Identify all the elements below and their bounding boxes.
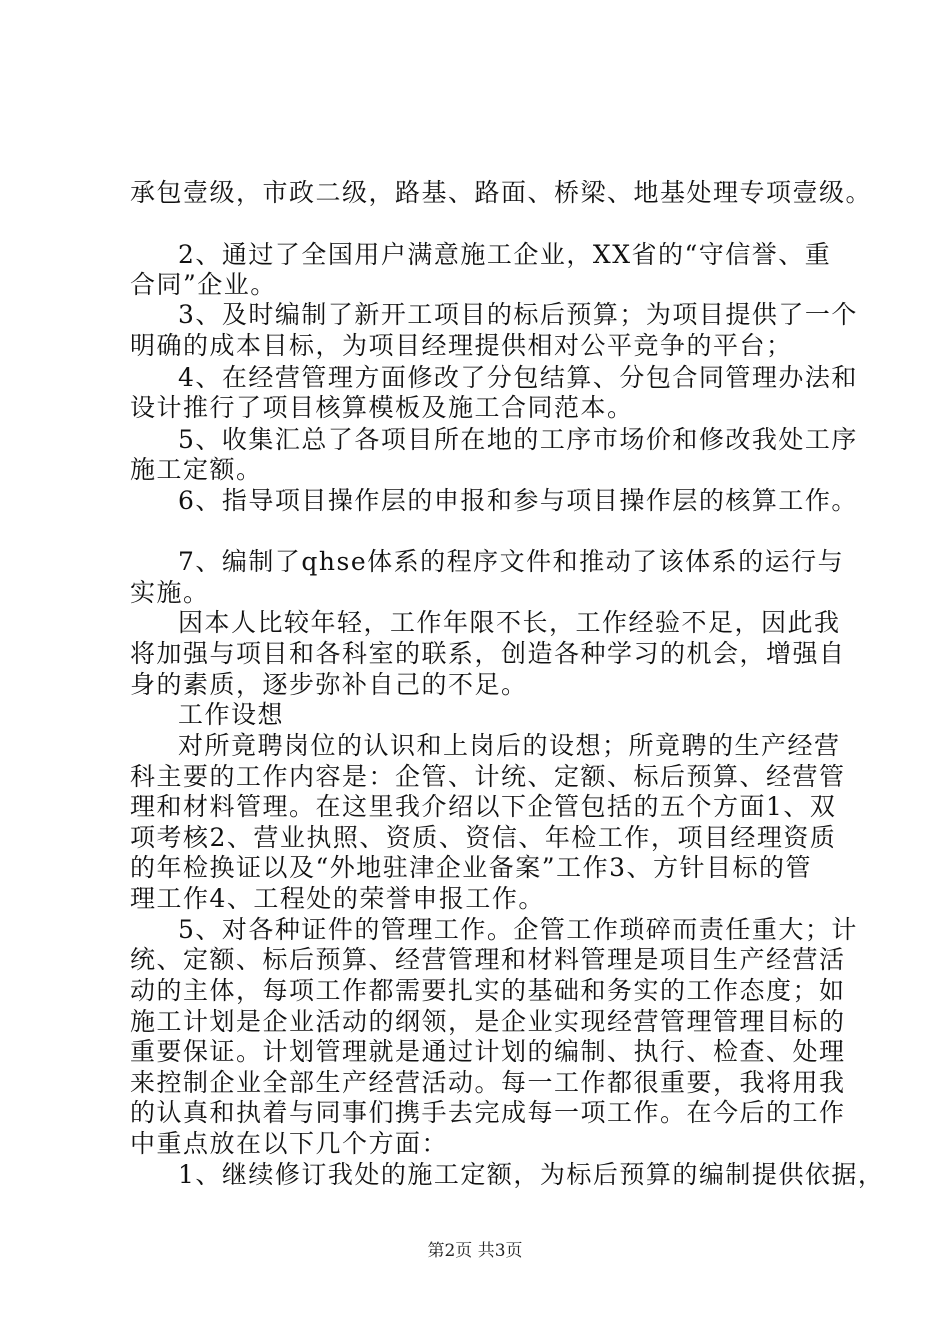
paragraph-line: 对所竟聘岗位的认识和上岗后的设想；所竟聘的生产经营 (178, 731, 841, 760)
paragraph-line: 1、继续修订我处的施工定额，为标后预算的编制提供依据， (178, 1160, 885, 1189)
page-number-footer: 第2页 共3页 (427, 1241, 523, 1261)
paragraph-line: 来控制企业全部生产经营活动。每一工作都很重要，我将用我 (130, 1068, 846, 1097)
paragraph-line: 科主要的工作内容是：企管、计统、定额、标后预算、经营管 (130, 762, 846, 791)
paragraph-line: 理工作4、工程处的荣誉申报工作。 (130, 884, 545, 913)
section-heading: 工作设想 (178, 700, 285, 729)
paragraph-line: 2、通过了全国用户满意施工企业，XX省的“守信誉、重 (178, 240, 832, 269)
paragraph-line: 设计推行了项目核算模板及施工合同范本。 (130, 393, 634, 422)
paragraph-line: 4、在经营管理方面修改了分包结算、分包合同管理办法和 (178, 363, 858, 392)
paragraph-line: 理和材料管理。在这里我介绍以下企管包括的五个方面1、双 (130, 792, 837, 821)
paragraph-line: 7、编制了qhse体系的程序文件和推动了该体系的运行与 (178, 547, 845, 576)
paragraph-line: 统、定额、标后预算、经营管理和材料管理是项目生产经营活 (130, 945, 846, 974)
paragraph-line: 合同”企业。 (130, 270, 277, 299)
paragraph-line: 5、收集汇总了各项目所在地的工序市场价和修改我处工序 (178, 425, 858, 454)
paragraph-line: 的认真和执着与同事们携手去完成每一项工作。在今后的工作 (130, 1098, 846, 1127)
paragraph-line: 明确的成本目标，为项目经理提供相对公平竞争的平台； (130, 331, 793, 360)
paragraph-line: 5、对各种证件的管理工作。企管工作琐碎而责任重大；计 (178, 915, 858, 944)
paragraph-line: 3、及时编制了新开工项目的标后预算；为项目提供了一个 (178, 300, 858, 329)
paragraph-line: 承包壹级，市政二级，路基、路面、桥梁、地基处理专项壹级。 (130, 178, 873, 207)
paragraph-line: 施工定额。 (130, 455, 263, 484)
paragraph-line: 因本人比较年轻，工作年限不长，工作经验不足，因此我 (178, 608, 841, 637)
paragraph-line: 动的主体，每项工作都需要扎实的基础和务实的工作态度；如 (130, 976, 846, 1005)
paragraph-line: 身的素质，逐步弥补自己的不足。 (130, 670, 528, 699)
paragraph-line: 项考核2、营业执照、资质、资信、年检工作，项目经理资质 (130, 823, 837, 852)
paragraph-line: 中重点放在以下几个方面： (130, 1129, 449, 1158)
paragraph-line: 将加强与项目和各科室的联系，创造各种学习的机会，增强自 (130, 639, 846, 668)
paragraph-line: 6、指导项目操作层的申报和参与项目操作层的核算工作。 (178, 486, 858, 515)
paragraph-line: 实施。 (130, 578, 210, 607)
paragraph-line: 的年检换证以及“外地驻津企业备案”工作3、方针目标的管 (130, 853, 812, 882)
paragraph-line: 重要保证。计划管理就是通过计划的编制、执行、检查、处理 (130, 1037, 846, 1066)
paragraph-line: 施工计划是企业活动的纲领，是企业实现经营管理管理目标的 (130, 1007, 846, 1036)
